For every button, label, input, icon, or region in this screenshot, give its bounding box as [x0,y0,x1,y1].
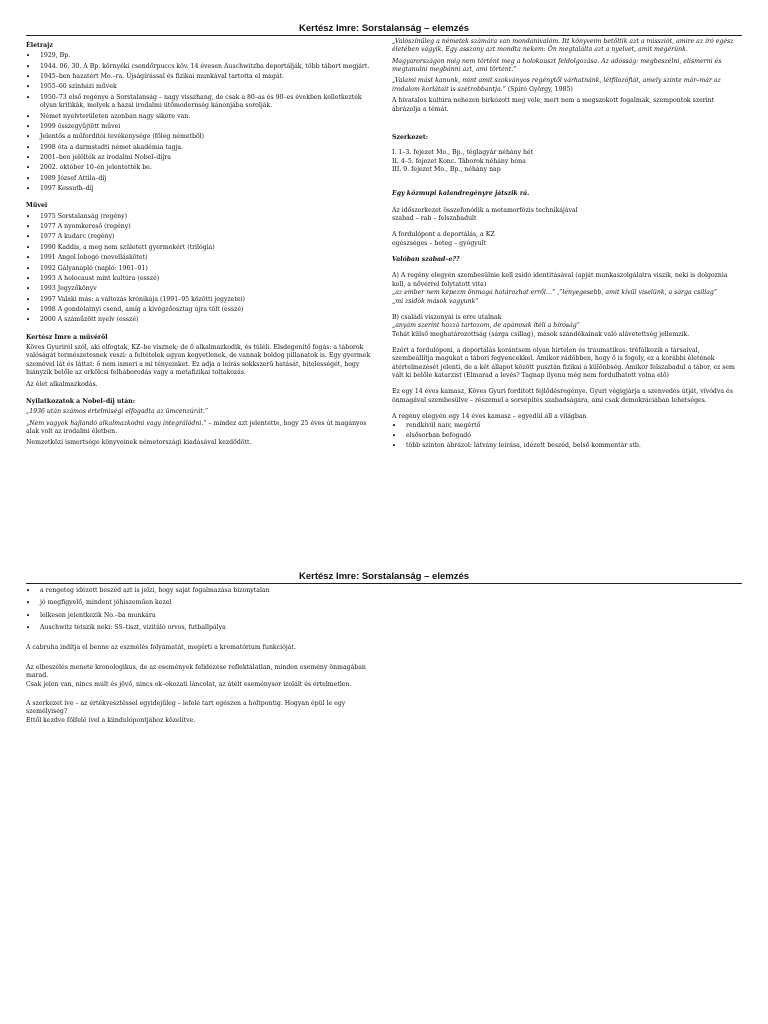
quote-1: „1936 után számos értelmiségi elfogadta az ümcenzúrát.” [26,408,209,416]
list-item: • 1997 Valaki más: a változás krónikája (1991–95 közötti jegyzetei) [26,296,376,304]
list-item: • Auschwitz tetszik neki: SS–tiszt, vizitáló orvos, futballpálya [26,624,376,632]
two-column-layout [26,38,742,453]
list-item: • 1975 Sorstalanság (regény) [26,213,376,221]
document-page-1 [26,22,742,542]
ezert-paragraph: Ezért a fordulóponi, a deportálás korántsem olyan hirtelen és traumatikus: tréfálkozik a társaival, szembeállítja magukat a tábori fegyencekkel. Amikor rádöbben, hogy ő is fogoly, ez a korábbi életének átértelmezését jelenti, de a két állapot között pusztán fizikai a különbség. Amikor felszabadul a tábor, ez sem vált ki belőle katarzist (Elmarad a levés? Tagnap ilyenu még nem fordulhatott volna elő) [392,346,735,380]
fordulopont-line: A fordulópont a deportálás, a KZ [392,231,495,239]
quote-2-rest: – mindez azt jelentette, hogy 25 éves út magányos alak volt az irodalmi életben. [26,419,367,435]
left-column [26,38,376,453]
idoszerkezet-line: szabad – rab – felszabadult [392,215,477,223]
a-quote: „az ember nem képezm önmaga határozhat erről…” ,”lényegesebb, amit kívül viselünk, a sárga csillag” [392,289,718,297]
eletrajz-heading: Életrajz [26,42,53,49]
valoban-heading: Valóban szabad–e?? [392,256,460,264]
quote-block-3 [392,77,742,94]
muverol-paragraph-2: Az élet alkalmazkodás. [26,380,98,388]
list-item: • 1991 Angol lobogó (novelláskötet) [26,254,376,262]
muverol-paragraph: Köves Gyuriról szól, aki elfogtak, KZ–be visznek; de ő alkalmazkodik, és túléli. Elsdegenítő fogás: a táborok valóságát természetesnek veszi: a feltételek ugyan kegyetlenek, de vannak boldog pillanatok is. Egy gyermek szemével lát és láttat: ő nem ismeri a mi tényeinket. Ez adja a leírás sokkszerű hatását, hitelességét, hogy hiányzik belőle az erkölcsi felháborodás vagy a metafizikai toltakozás. [26,344,371,377]
szerkezet-line: III. 9. fejezet Mo., Bp., néhány nap [392,165,501,173]
paragraph: Ettől kezdve fölfelé ível a kiindulópontjához közelítve. [26,716,196,724]
list-item: • 1989 József Attila–díj [26,175,376,183]
muverol-heading: Kertész Imre a művéről [26,333,108,341]
list-item: • 1998 óta a darmstadti német akadémia tagja. [26,144,376,152]
kamasz-intro: A regény elegyén egy 14 éves kamasz – egyedül áll a világban [392,413,587,421]
quote-source: (Spiró György, 1985) [505,85,573,93]
document-page-2 [26,570,742,750]
list-item: • 1950–73 első regénye a Sorstalanság – nagy visszhang, de csak a 80–as és 90–es években kelletkezték olyan kritikák, melyek a hazai irodalmi ütőmodernség kánonjába sorolják. [26,94,376,111]
quote-2 [26,420,376,437]
b-text: B) családi viszonyai is erre utalnak [392,313,502,321]
szerkezet-line: II. 4–5. fejezet Konc. Táborok néhány hóna [392,157,526,165]
list-item: • 1999 összegyűjtött művei [26,123,376,131]
quote-block-4: A hivatalos kultúra nehezen birkózott meg vele, mert nem a megszokott fogalmak, szempontok szerint ábrázolja a témát. [392,97,715,113]
muvei-list [26,213,376,325]
b-text-2: Tehát külső meghatározottság (sárga csillag), mások szándékainak való alávetettség jellemzik. [392,330,690,338]
list-item: • több szinten ábrázol: látvány leírása, idézett beszéd, belső kommentár stb. [392,442,742,450]
quote-block-2: Magyarországon még nem történt meg a holokauszt feldolgozása. Az adósság: megbeszélni, elismerni és megtanulni megbánni azt, ami történt.” [392,57,722,74]
kozmupi-heading: Egy közmupi kalandregényre játszik rá. [392,190,530,198]
paragraph: Az elbeszélés menete kronologikus, de az események felidézése reflektálatlan, minden esemény önmagában marad. [26,663,366,680]
quote-2-italic: „Nem vagyok hajlandó alkalmazkodni vagy integrálódni.” [26,419,207,427]
fordulopont-line: egészséges – beteg – gyógyult [392,239,487,247]
fejlodes-paragraph: Ez egy 14 éves kamasz, Köves Gyuri fordított fejlődésregénye. Gyuri végigjárja a szenvedés útját, vívódva és önmagával szembesülve – részemel a sorsépítés szabadságára, ami csak demokráciában lehetséges. [392,388,733,404]
szerkezet-heading: Szerkezet: [392,133,428,141]
list-item: • 1929, Bp. [26,52,376,60]
list-item: • 1993 A holocaust mint kultúra (esszé) [26,275,376,283]
list-item: • 1998 A gondolatnyi csend, amíg a kivégzőosztag újra tölt (esszé) [26,306,376,314]
right-column [392,38,742,453]
quote-3: Nemzetközi ismertsége könyveinek németországi kiadásával kezdődött. [26,439,252,447]
a-quote-2: „mi zsidók mások vagyunk” [392,297,479,305]
list-item: • 2000 A száműzött nyelv (esszé) [26,316,376,324]
idoszerkezet-line: Az időszerkezet összefonódik a metamorfózis technikájával [392,206,578,214]
kamasz-list [392,422,742,451]
list-item: • 1977 A kudarc (regény) [26,233,376,241]
list-item: • elsősorban befogadó [392,432,742,440]
list-item: • 1977 A nyomkereső (regény) [26,223,376,231]
muvei-heading: Művei [26,202,48,210]
page2-column [26,587,376,725]
paragraph: Csak jelen van, nincs múlt és jövő, nincs ok–okozati láncolat, az átélt eseménysor izolált és értelmetlen. [26,680,352,688]
list-item: • 1990 Kaddis, a meg nem született gyermekért (trilógia) [26,244,376,252]
eletrajz-list [26,52,376,193]
b-quote: „anyám szerint hozzá tartozom, de apámnak ítéli a bíróság” [392,322,580,330]
list-item: • lelkesen jelentkezik No.–ba munkára [26,612,376,620]
list-item: • Német nyelvterületen azonban nagy sikere van. [26,113,376,121]
list-item: • 2001–ben jelölték az irodalmi Nobel–díjra [26,154,376,162]
list-item: • 2002. október 10–én jelentették be. [26,164,376,172]
page2-bullets [26,587,376,632]
paragraph: A cabruha indítja el benne az eszmélés folyamatát, megérti a krematórium funkcióját. [26,644,296,652]
list-item: • jó megfigyelő, mindent jóhiszeműen kezel [26,599,376,607]
a-text: A) A regény elegyén szembesülnie kell zsidó identitásával (apját munkaszolgálatra viszik, neki is dolgoznia kell, a nővérrel folytatott vita) [392,272,728,288]
list-item: • 1997 Kossuth–díj [26,185,376,193]
nyilatkozat-heading: Nyilatkozatok a Nobel–díj után: [26,397,136,405]
paragraph: A szerkezet íve – az értékvesztéssel egyidejűleg – lefelé tart egészen a holtpontig. Hogyan épül le egy személyiség? [26,699,346,716]
page-title-2: Kertész Imre: Sorstalanság – elemzés [26,570,742,584]
list-item: • a rengeteg idézett beszéd azt is jelzi, hogy saját fogalmazása bizonytalan [26,587,376,595]
quote-block: „Valószínűleg a németek számára van mondanivalóm. Itt könyveim betöltik azt a missziót, amire az író egész életében vágyik. Egy asszony azt mondta nekem: Ön megtalálta azt a nyelvet, amit megérünk. [392,38,734,54]
list-item: • 1993 Jegyzőkönyv [26,285,376,293]
list-item: • Jelentős a műfordítói tevékenysége (főleg németből) [26,133,376,141]
szerkezet-line: I. 1–3. fejezet Mo., Bp., téglagyár néhány hét [392,149,534,157]
list-item: • rendkívül naiv, megértő [392,422,742,430]
list-item: • 1992 Gályanapló (napló: 1961–91) [26,265,376,273]
quote-block-3-text: „Valami mást kanunk, mint amit szokványos regénytől várhatnánk, létfilozófiát, amely szinte már–már az irodalom korlátait is szétrobbantja.” [392,77,721,93]
list-item: • 1945–ben hazatért Mo.–ra. Újságírással és fizikai munkával tartotta el magát. [26,73,376,81]
list-item: • 1955–60 színházi művek [26,83,376,91]
list-item: • 1944. 06. 30. A Bp. környéki csendőrpuccs köv. 14 évesen Auschwitzba deportálják, több tábort megjárt. [26,63,376,71]
page-title: Kertész Imre: Sorstalanság – elemzés [26,22,742,36]
